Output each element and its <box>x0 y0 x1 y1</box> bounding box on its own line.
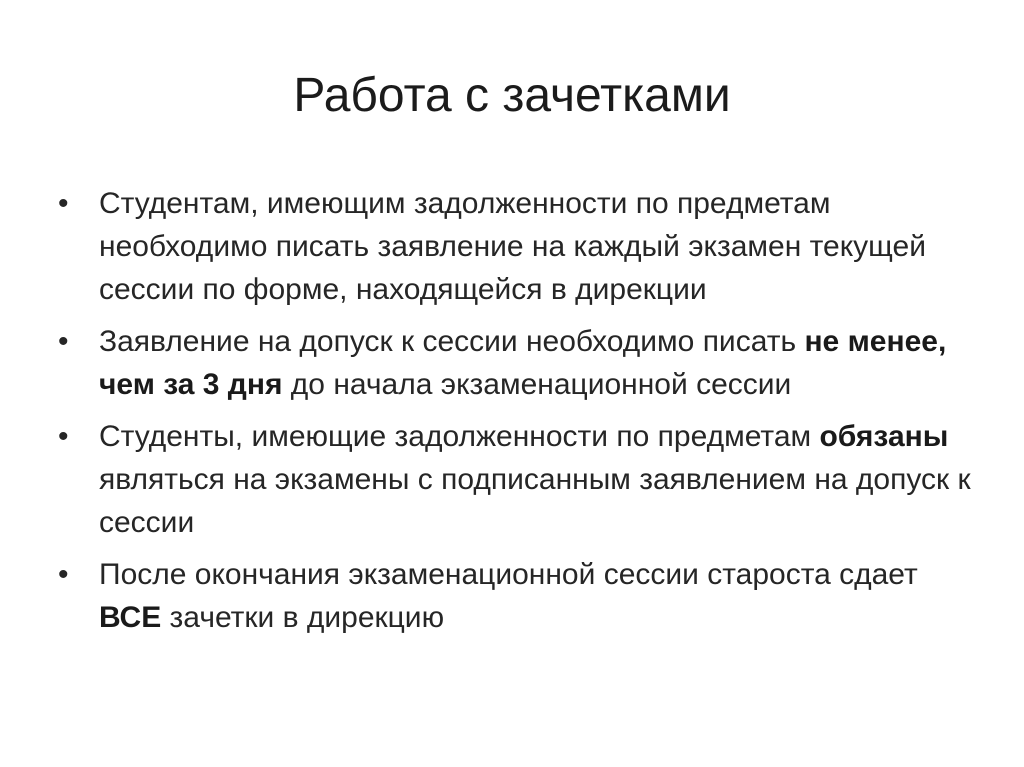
bullet-item <box>58 182 978 311</box>
bullet-marker: • <box>58 187 69 220</box>
bullet-emphasis: не менее, чем за 3 дня <box>99 325 947 401</box>
bullet-item <box>58 415 978 544</box>
bullet-text: зачетки в дирекцию <box>161 601 445 634</box>
bullet-emphasis: ВСЕ <box>99 601 162 634</box>
bullet-text: Студентам, имеющим задолженности по предметам необходимо писать заявление на каждый экзамен текущей сессии по форме, находящейся в дирекции <box>99 187 926 306</box>
bullet-marker: • <box>58 325 69 358</box>
bullet-text: После окончания экзаменационной сессии староста сдает <box>99 558 918 591</box>
bullet-text: Заявление на допуск к сессии необходимо писать <box>99 325 805 358</box>
bullet-text: являться на экзамены с подписанным заявлением на допуск к сессии <box>99 463 971 539</box>
bullet-text: до начала экзаменационной сессии <box>282 368 792 401</box>
bullet-marker: • <box>58 558 69 591</box>
bullet-list <box>58 182 978 648</box>
bullet-text: Студенты, имеющие задолженности по предметам <box>99 420 820 453</box>
bullet-marker: • <box>58 420 69 453</box>
slide-title: Работа с зачетками <box>293 69 731 122</box>
bullet-item <box>58 553 978 639</box>
bullet-item <box>58 320 978 406</box>
bullet-emphasis: обязаны <box>819 420 949 453</box>
